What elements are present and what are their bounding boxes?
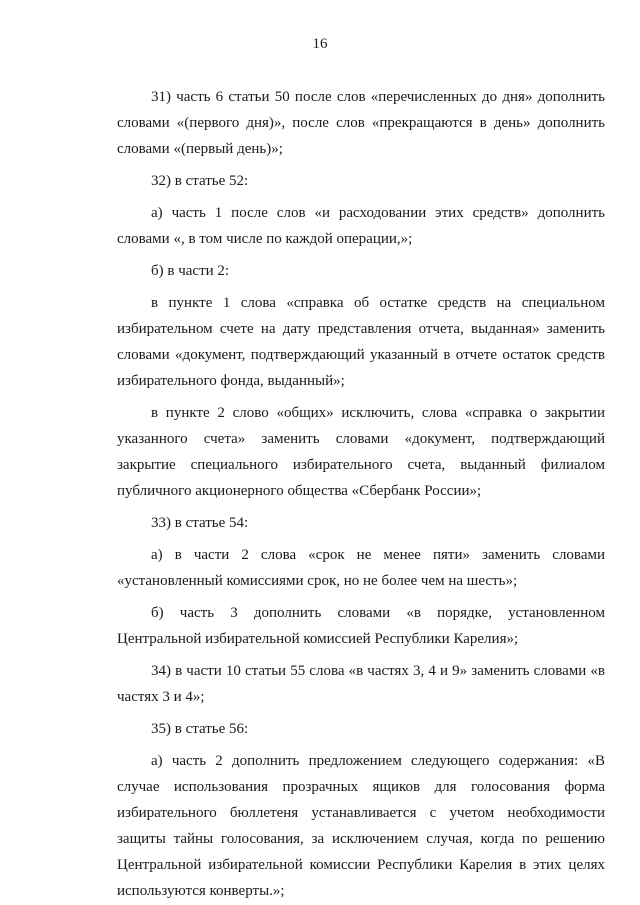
paragraph-32b-point1: в пункте 1 слова «справка об остатке средств на специальном избирательном счете на дату представления отчета, выданная» заменить словами «документ, подтверждающий указанный в отчете остаток средств избирательного фонда, выданный»; [117, 295, 605, 389]
paragraph-34: 34) в части 10 статьи 55 слова «в частях 3, 4 и 9» заменить словами «в частях 3 и 4»; [117, 663, 605, 705]
paragraph-32b: б) в части 2: [151, 263, 230, 279]
paragraph-32a: а) часть 1 после слов «и расходовании этих средств» дополнить словами «, в том числе по каждой операции,»; [117, 205, 605, 247]
document-body [117, 84, 605, 904]
paragraph-35: 35) в статье 56: [151, 721, 249, 737]
paragraph-32: 32) в статье 52: [151, 173, 249, 189]
page-number: 16 [312, 36, 328, 52]
paragraph-33a: а) в части 2 слова «срок не менее пяти» заменить словами «установленный комиссиями срок, но не более чем на шесть»; [117, 547, 605, 589]
paragraph-33: 33) в статье 54: [151, 515, 249, 531]
paragraph-32b-point2: в пункте 2 слово «общих» исключить, слова «справка о закрытии указанного счета» заменить словами «документ, подтверждающий закрытие специального избирательного счета, выданный филиалом публичного акционерного общества «Сбербанк России»; [117, 405, 605, 499]
paragraph-31: 31) часть 6 статьи 50 после слов «перечисленных до дня» дополнить словами «(первого дня)», после слов «прекращаются в день» дополнить словами «(первый день)»; [117, 89, 605, 157]
paragraph-35a: а) часть 2 дополнить предложением следующего содержания: «В случае использования прозрачных ящиков для голосования форма избирательного бюллетеня устанавливается с учетом необходимости защиты тайны голосования, за исключением случая, когда по решению Центральной избирательной комиссии Республики Карелия в этих целях используются конверты.»; [117, 753, 605, 899]
paragraph-33b: б) часть 3 дополнить словами «в порядке, установленном Центральной избирательной комиссией Республики Карелия»; [117, 605, 605, 647]
